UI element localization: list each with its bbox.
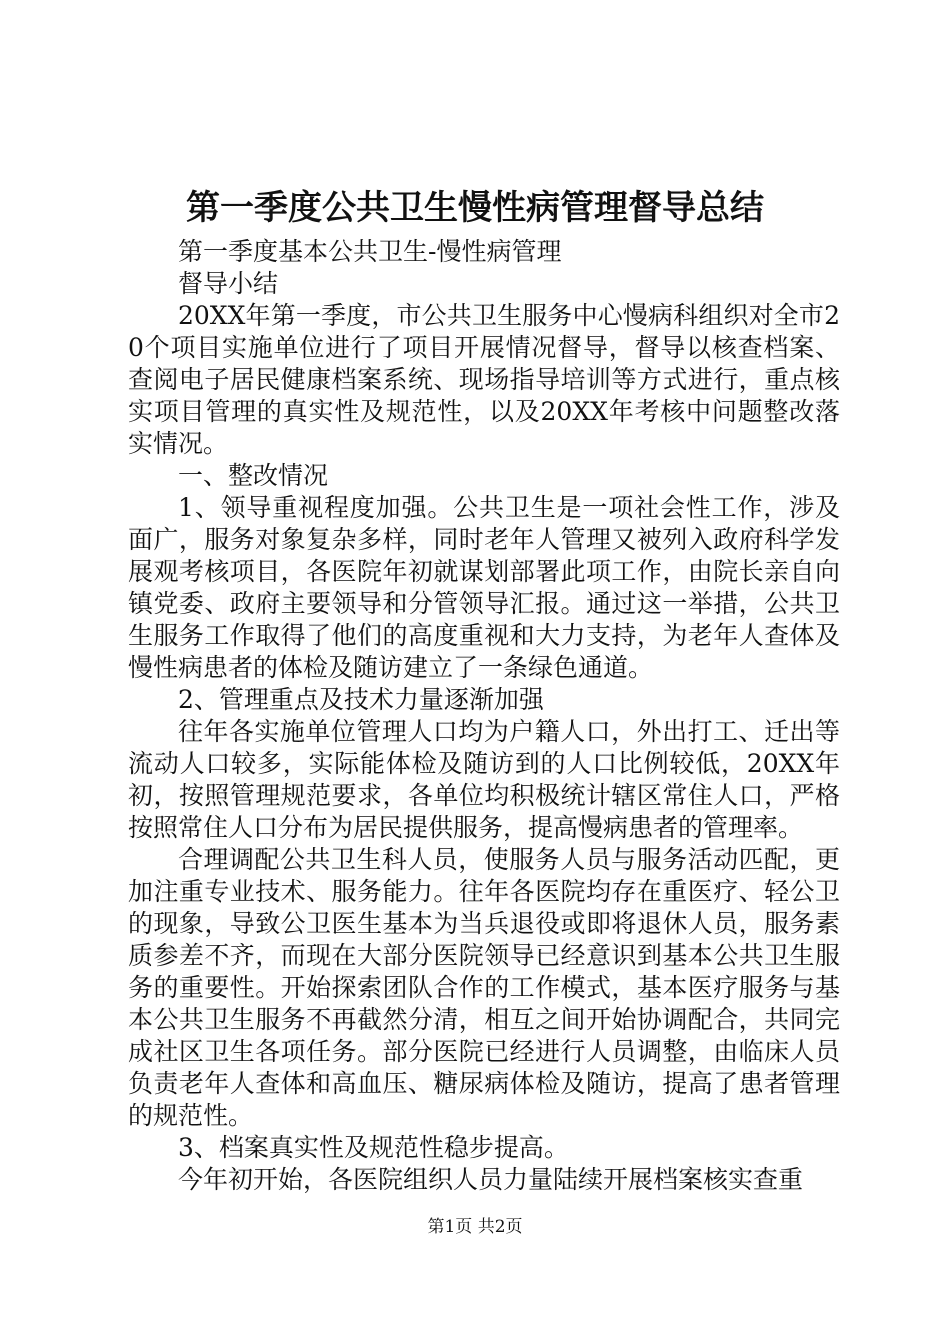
paragraph-population: 往年各实施单位管理人口均为户籍人口，外出打工、迁出等流动人口较多，实际能体检及随访到的人口比例较低，20XX年初，按照管理规范要求，各单位均积极统计辖区常住人口，严格按照常住人口分布为居民提供服务，提高慢病患者的管理率。 [128,717,840,842]
paragraph-leadership: 1、领导重视程度加强。公共卫生是一项社会性工作，涉及面广，服务对象复杂多样，同时老年人管理又被列入政府科学发展观考核项目，各医院年初就谋划部署此项工作，由院长亲自向镇党委、政府主要领导和分管领导汇报。通过这一举措，公共卫生服务工作取得了他们的高度重视和大力支持，为老年人查体及慢性病患者的体检及随访建立了一条绿色通道。 [128,493,840,682]
paragraph-records: 今年初开始，各医院组织人员力量陆续开展档案核实查重 [178,1165,804,1194]
page-footer: 第1页 共2页 [427,1217,523,1237]
section-heading-rectification: 一、整改情况 [178,461,329,490]
document-title: 第一季度公共卫生慢性病管理督导总结 [186,188,764,228]
subheading-management: 2、管理重点及技术力量逐渐加强 [178,685,544,714]
subtitle-line-1: 第一季度基本公共卫生-慢性病管理 [178,237,562,266]
subheading-records: 3、档案真实性及规范性稳步提高。 [178,1133,569,1162]
document-body [128,236,840,1196]
paragraph-staffing: 合理调配公共卫生科人员，使服务人员与服务活动匹配，更加注重专业技术、服务能力。往年各医院均存在重医疗、轻公卫的现象，导致公卫医生基本为当兵退役或即将退休人员，服务素质参差不齐，而现在大部分医院领导已经意识到基本公共卫生服务的重要性。开始探索团队合作的工作模式，基本医疗服务与基本公共卫生服务不再截然分清，相互之间开始协调配合，共同完成社区卫生各项任务。部分医院已经进行人员调整，由临床人员负责老年人查体和高血压、糖尿病体检及随访，提高了患者管理的规范性。 [128,845,840,1130]
intro-paragraph: 20XX年第一季度，市公共卫生服务中心慢病科组织对全市20个项目实施单位进行了项目开展情况督导，督导以核查档案、查阅电子居民健康档案系统、现场指导培训等方式进行，重点核实项目管理的真实性及规范性，以及20XX年考核中问题整改落实情况。 [128,301,840,458]
subtitle-line-2: 督导小结 [178,269,279,298]
